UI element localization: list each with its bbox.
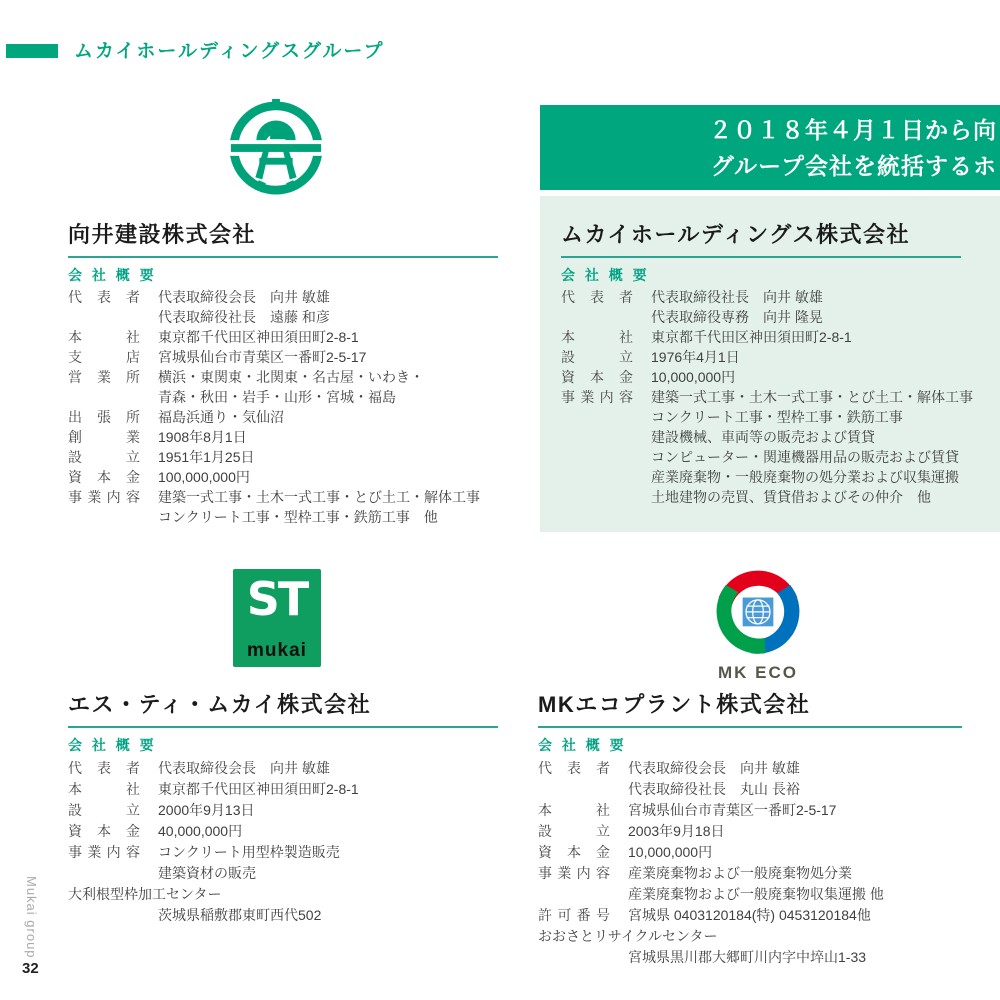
info-row xyxy=(68,347,498,367)
info-row xyxy=(561,387,973,507)
info-label: 代 表 者 xyxy=(561,289,633,305)
info-value: 東京都千代田区神田須田町2-8-1 xyxy=(651,329,852,345)
info-value: 産業廃棄物および一般廃棄物処分業 産業廃棄物および一般廃棄物収集運搬 他 xyxy=(628,865,884,902)
info-row xyxy=(538,842,962,863)
info-label: 代 表 者 xyxy=(68,760,140,776)
info-row xyxy=(561,327,961,347)
info-label: 設 立 xyxy=(538,823,610,839)
info-label: 出 張 所 xyxy=(68,409,140,425)
company-info-rows xyxy=(68,758,498,926)
info-label: 代 表 者 xyxy=(68,289,140,305)
info-row xyxy=(561,347,961,367)
header-accent-bar xyxy=(6,44,58,58)
info-value: 代表取締役会長 向井 敏雄 xyxy=(158,760,330,776)
info-row xyxy=(68,779,498,800)
info-row xyxy=(68,758,498,779)
info-value: 宮城県仙台市青葉区一番町2-5-17 xyxy=(158,349,367,365)
info-value: 10,000,000円 xyxy=(628,844,713,860)
info-row xyxy=(68,487,498,527)
info-value: 東京都千代田区神田須田町2-8-1 xyxy=(158,329,359,345)
info-label: 設 立 xyxy=(68,802,140,818)
info-label: 支 店 xyxy=(68,349,140,365)
info-label: 資 本 金 xyxy=(561,369,633,385)
mk-eco-logo xyxy=(683,562,833,683)
info-value: 100,000,000円 xyxy=(158,469,250,485)
company-section-mk-ecoplant xyxy=(538,688,962,968)
company-info-rows xyxy=(538,758,962,968)
mk-eco-recycle-icon xyxy=(698,562,818,658)
info-label: 本 社 xyxy=(68,329,140,345)
page-number: 32 xyxy=(22,960,39,977)
info-label: 本 社 xyxy=(538,802,610,818)
info-value: 1951年1月25日 xyxy=(158,449,255,465)
banner-line-1: ２０１８年４月１日から向 xyxy=(709,117,997,143)
info-label: 事 業 内 容 xyxy=(68,489,140,505)
info-value: 宮城県 0403120184(特) 0453120184他 xyxy=(628,907,871,923)
info-value: 1976年4月1日 xyxy=(651,349,740,365)
info-row xyxy=(68,407,498,427)
st-logo-subtext: mukai xyxy=(247,640,307,661)
info-row xyxy=(538,821,962,842)
info-row xyxy=(68,467,498,487)
info-row xyxy=(68,447,498,467)
info-row xyxy=(68,287,498,327)
mk-eco-logo-label: MK ECO xyxy=(718,663,798,682)
info-row xyxy=(68,427,498,447)
info-value: 40,000,000円 xyxy=(158,823,243,839)
company-info-rows xyxy=(68,287,498,527)
extra-facility-title: おおさとリサイクルセンター xyxy=(538,928,718,944)
info-row xyxy=(68,800,498,821)
company-title: ムカイホールディングス株式会社 xyxy=(561,218,961,258)
info-value: 横浜・東関東・北関東・名古屋・いわき・ 青森・秋田・岩手・山形・宮城・福島 xyxy=(158,369,424,405)
info-value: 2000年9月13日 xyxy=(158,802,255,818)
info-label: 設 立 xyxy=(68,449,140,465)
company-section-mukai-holdings xyxy=(561,218,973,507)
info-label: 本 社 xyxy=(68,781,140,797)
info-label: 資 本 金 xyxy=(538,844,610,860)
extra-facility xyxy=(538,926,962,968)
info-value: 代表取締役社長 向井 敏雄 代表取締役専務 向井 隆晃 xyxy=(651,289,823,325)
info-value: 1908年8月1日 xyxy=(158,429,247,445)
extra-facility xyxy=(68,884,498,926)
info-label: 営 業 所 xyxy=(68,369,140,385)
page-title: ムカイホールディングスグループ xyxy=(74,41,385,62)
info-row xyxy=(538,758,962,800)
info-row xyxy=(538,905,962,926)
st-mukai-logo xyxy=(233,569,321,667)
company-title: エス・ティ・ムカイ株式会社 xyxy=(68,688,498,728)
info-label: 創 業 xyxy=(68,429,140,445)
company-title: MKエコプラント株式会社 xyxy=(538,688,962,728)
announcement-banner xyxy=(540,105,1000,190)
company-overview-label: 会 社 概 要 xyxy=(561,267,650,283)
extra-facility-title: 大利根型枠加工センター xyxy=(68,886,222,902)
info-label: 事 業 内 容 xyxy=(538,865,610,881)
info-row xyxy=(561,367,961,387)
info-value: 代表取締役会長 向井 敏雄 代表取締役社長 遠藤 和彦 xyxy=(158,289,330,325)
info-value: 宮城県仙台市青葉区一番町2-5-17 xyxy=(628,802,837,818)
company-overview-label: 会 社 概 要 xyxy=(68,267,157,283)
extra-facility-address: 茨城県稲敷郡東町西代502 xyxy=(158,907,322,923)
company-overview-label: 会 社 概 要 xyxy=(538,737,627,753)
info-value: 2003年9月18日 xyxy=(628,823,725,839)
st-logo-text: ST xyxy=(246,572,308,626)
banner-line-2: グループ会社を統括するホ xyxy=(710,153,997,179)
company-overview-label: 会 社 概 要 xyxy=(68,737,157,753)
info-label: 設 立 xyxy=(561,349,633,365)
info-row xyxy=(561,287,961,327)
mukai-kensetsu-crest-icon xyxy=(227,99,325,197)
info-value: 福島浜通り・気仙沼 xyxy=(158,409,284,425)
company-info-rows xyxy=(561,287,973,507)
info-row xyxy=(538,863,962,905)
info-value: 代表取締役会長 向井 敏雄 代表取締役社長 丸山 長裕 xyxy=(628,760,800,797)
info-value: 東京都千代田区神田須田町2-8-1 xyxy=(158,781,359,797)
info-value: 建築一式工事・土木一式工事・とび土工・解体工事 コンクリート工事・型枠工事・鉄筋工事 他 xyxy=(158,489,480,525)
info-label: 資 本 金 xyxy=(68,823,140,839)
info-row xyxy=(68,821,498,842)
info-label: 本 社 xyxy=(561,329,633,345)
info-label: 資 本 金 xyxy=(68,469,140,485)
company-section-mukai-kensetsu xyxy=(68,218,498,527)
info-label: 事 業 内 容 xyxy=(561,389,633,405)
info-label: 代 表 者 xyxy=(538,760,610,776)
info-row xyxy=(538,800,962,821)
info-value: コンクリート用型枠製造販売 建築資材の販売 xyxy=(158,844,340,881)
side-group-label: Mukai group xyxy=(24,876,39,959)
company-title: 向井建設株式会社 xyxy=(68,218,498,258)
extra-facility-address: 宮城県黒川郡大郷町川内字中埣山1-33 xyxy=(628,949,867,965)
info-value: 10,000,000円 xyxy=(651,369,736,385)
info-row xyxy=(68,842,498,884)
company-section-st-mukai xyxy=(68,688,498,926)
info-row xyxy=(68,327,498,347)
info-row xyxy=(68,367,498,407)
info-value: 建築一式工事・土木一式工事・とび土工・解体工事 コンクリート工事・型枠工事・鉄筋工事 建設機械、車両等の販売および賃貸 コンピューター・関連機器用品の販売および賃貸 産業廃棄物・一般廃棄物の処分業および収集運搬 土地建物の売買、賃貸借およびその仲介 他 xyxy=(651,389,973,505)
info-label: 許 可 番 号 xyxy=(538,907,610,923)
info-label: 事 業 内 容 xyxy=(68,844,140,860)
